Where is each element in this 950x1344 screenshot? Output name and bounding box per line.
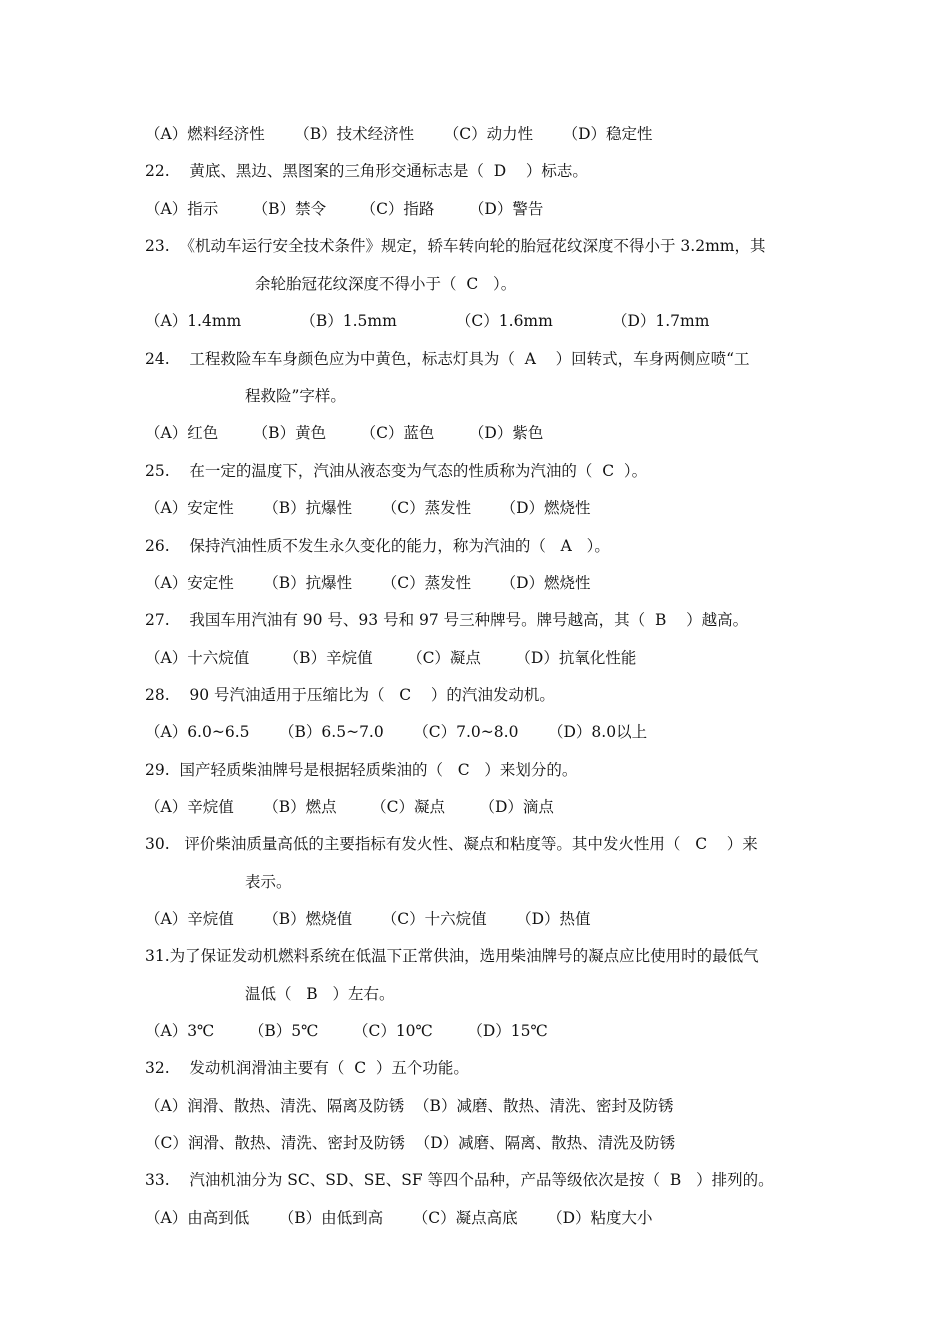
question-33: 33. 汽油机油分为 SC、SD、SE、SF 等四个品种，产品等级依次是按（ B ）排列的。 — [145, 1171, 774, 1189]
options-line: （A）安定性 （B）抗爆性 （C）蒸发性 （D）燃烧性 — [145, 499, 591, 517]
question-32: 32. 发动机润滑油主要有（ C ）五个功能。 — [145, 1059, 469, 1077]
question-24: 24. 工程救险车车身颜色应为中黄色，标志灯具为（ A ）回转式，车身两侧应喷“工 — [145, 350, 750, 368]
question-26: 26. 保持汽油性质不发生永久变化的能力，称为汽油的（ A ）。 — [145, 537, 610, 555]
options-line: （A）1.4mm （B）1.5mm （C）1.6mm （D）1.7mm — [145, 312, 710, 330]
question-24-continuation: 程救险”字样。 — [245, 387, 346, 405]
options-line: （A）6.0~6.5 （B）6.5~7.0 （C）7.0~8.0 （D）8.0以上 — [145, 723, 648, 741]
question-29: 29. 国产轻质柴油牌号是根据轻质柴油的（ C ）来划分的。 — [145, 761, 578, 779]
question-31-continuation: 温低（ B ）左右。 — [245, 985, 395, 1003]
options-line: （A）安定性 （B）抗爆性 （C）蒸发性 （D）燃烧性 — [145, 574, 591, 592]
question-30-continuation: 表示。 — [245, 873, 292, 891]
options-line: （A）辛烷值 （B）燃烧值 （C）十六烷值 （D）热值 — [145, 910, 591, 928]
options-line: （A）十六烷值 （B）辛烷值 （C）凝点 （D）抗氧化性能 — [145, 649, 637, 667]
options-line: （A）指示 （B）禁令 （C）指路 （D）警告 — [145, 200, 544, 218]
question-22: 22. 黄底、黑边、黑图案的三角形交通标志是（ D ）标志。 — [145, 162, 588, 180]
options-line: （A）由高到低 （B）由低到高 （C）凝点高底 （D）粘度大小 — [145, 1209, 653, 1227]
question-30: 30. 评价柴油质量高低的主要指标有发火性、凝点和粘度等。其中发火性用（ C ）来 — [145, 835, 758, 853]
options-line: （A）红色 （B）黄色 （C）蓝色 （D）紫色 — [145, 424, 544, 442]
options-line: （A）燃料经济性 （B）技术经济性 （C）动力性 （D）稳定性 — [145, 125, 653, 143]
question-28: 28. 90 号汽油适用于压缩比为（ C ）的汽油发动机。 — [145, 686, 555, 704]
options-line: （A）润滑、散热、清洗、隔离及防锈 （B）减磨、散热、清洗、密封及防锈 — [145, 1097, 674, 1115]
options-line: （A）辛烷值 （B）燃点 （C）凝点 （D）滴点 — [145, 798, 554, 816]
options-line: （A）3℃ （B）5℃ （C）10℃ （D）15℃ — [145, 1022, 548, 1040]
question-27: 27. 我国车用汽油有 90 号、93 号和 97 号三种牌号。牌号越高，其（ B ）越高。 — [145, 611, 749, 629]
options-line: （C）润滑、散热、清洗、密封及防锈 （D）减磨、隔离、散热、清洗及防锈 — [145, 1134, 676, 1152]
question-23: 23. 《机动车运行安全技术条件》规定，轿车转向轮的胎冠花纹深度不得小于 3.2mm，其 — [145, 237, 766, 255]
question-23-continuation: 余轮胎冠花纹深度不得小于（ C ）。 — [255, 275, 517, 293]
question-25: 25. 在一定的温度下，汽油从液态变为气态的性质称为汽油的（ C ）。 — [145, 462, 648, 480]
question-31: 31.为了保证发动机燃料系统在低温下正常供油，选用柴油牌号的凝点应比使用时的最低气 — [145, 947, 759, 965]
